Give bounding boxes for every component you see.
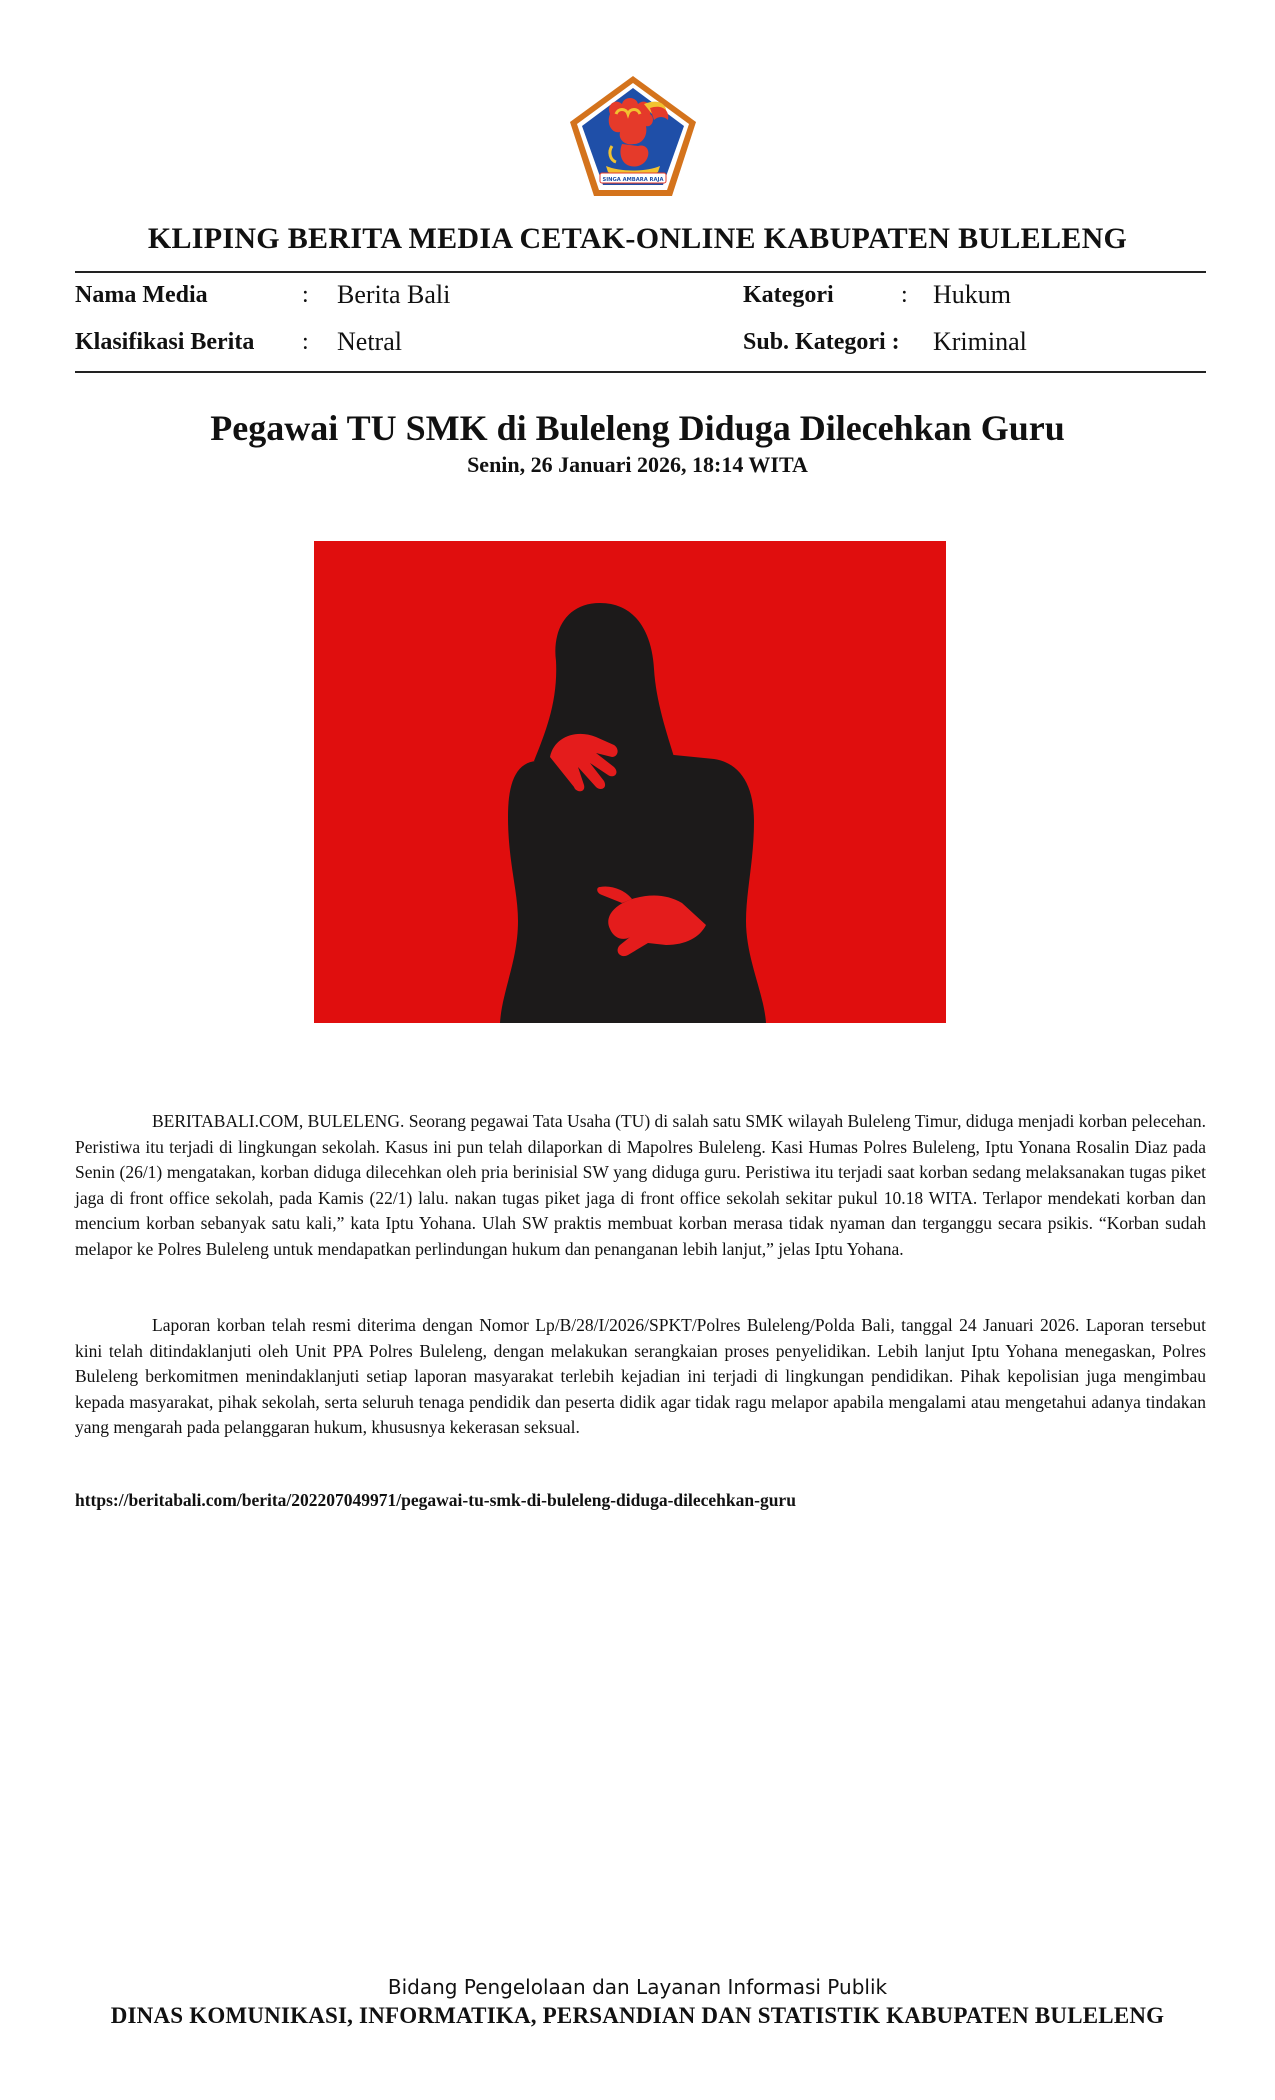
regency-emblem-logo xyxy=(566,74,700,200)
top-divider xyxy=(75,271,1206,273)
kategori-colon: : xyxy=(901,282,908,308)
source-url-link[interactable]: https://beritabali.com/berita/202207049971/pegawai-tu-smk-di-buleleng-diduga-dilecehkan-guru xyxy=(75,1490,796,1510)
footer-agency: DINAS KOMUNIKASI, INFORMATIKA, PERSANDIAN DAN STATISTIK KABUPATEN BULELENG xyxy=(110,2003,1165,2028)
media-value: Berita Bali xyxy=(337,280,451,309)
article-paragraph-1: BERITABALI.COM, BULELENG. Seorang pegawai Tata Usaha (TU) di salah satu SMK wilayah Buleleng Timur, diduga menjadi korban pelecehan. Peristiwa itu terjadi di lingkungan sekolah. Kasus ini pun telah dilaporkan di Mapolres Buleleng. Kasi Humas Polres Buleleng, Iptu Yonana Rosalin Diaz pada Senin (26/1) mengatakan, korban diduga dilecehkan oleh pria berinisial SW yang diduga guru. Peristiwa itu terjadi saat korban sedang melaksanakan tugas piket jaga di front office sekolah, pada Kamis (22/1) lalu. nakan tugas piket jaga di front office sekolah sekitar pukul 10.18 WITA. Terlapor mendekati korban dan mencium korban sebanyak satu kali,” kata Iptu Yohana. Ulah SW praktis membuat korban merasa tidak nyaman dan terganggu secara psikis. “Korban sudah melapor ke Polres Buleleng untuk mendapatkan perlindungan hukum dan penanganan lebih lanjut,” jelas Iptu Yohana. xyxy=(75,1111,1206,1259)
klasifikasi-label: Klasifikasi Berita xyxy=(75,329,255,355)
page-title: KLIPING BERITA MEDIA CETAK-ONLINE KABUPATEN BULELENG xyxy=(147,222,1128,255)
article-title: Pegawai TU SMK di Buleleng Diduga Dilecehkan Guru xyxy=(210,408,1065,448)
article-photo xyxy=(314,541,946,1023)
klasifikasi-colon: : xyxy=(302,329,309,355)
klasifikasi-value: Netral xyxy=(337,327,402,356)
article-paragraph-2: Laporan korban telah resmi diterima dengan Nomor Lp/B/28/I/2026/SPKT/Polres Buleleng/Polda Bali, tanggal 24 Januari 2026. Laporan tersebut kini telah ditindaklanjuti oleh Unit PPA Polres Buleleng, dengan melakukan serangkaian proses penyelidikan. Lebih lanjut Iptu Yohana menegaskan, Polres Buleleng berkomitmen menindaklanjuti setiap laporan masyarakat terlebih kejadian ini terjadi di lingkungan pendidikan. Pihak kepolisian juga mengimbau kepada masyarakat, pihak sekolah, serta seluruh tenaga pendidik dan peserta didik agar tidak ragu melapor apabila mengalami atau mengetahui adanya tindakan yang mengarah pada pelanggaran hukum, khususnya kekerasan seksual. xyxy=(75,1315,1206,1437)
media-colon: : xyxy=(302,282,309,308)
footer-department: Bidang Pengelolaan dan Layanan Informasi Publik xyxy=(387,1975,888,1999)
article-date: Senin, 26 Januari 2026, 18:14 WITA xyxy=(467,452,808,477)
subkategori-value: Kriminal xyxy=(933,327,1027,356)
media-label: Nama Media xyxy=(75,282,208,308)
bottom-divider xyxy=(75,371,1206,373)
kategori-label: Kategori xyxy=(743,282,834,308)
emblem-motto: SINGA AMBARA RAJA xyxy=(602,177,664,183)
kategori-value: Hukum xyxy=(933,280,1011,309)
subkategori-label: Sub. Kategori : xyxy=(743,329,900,355)
